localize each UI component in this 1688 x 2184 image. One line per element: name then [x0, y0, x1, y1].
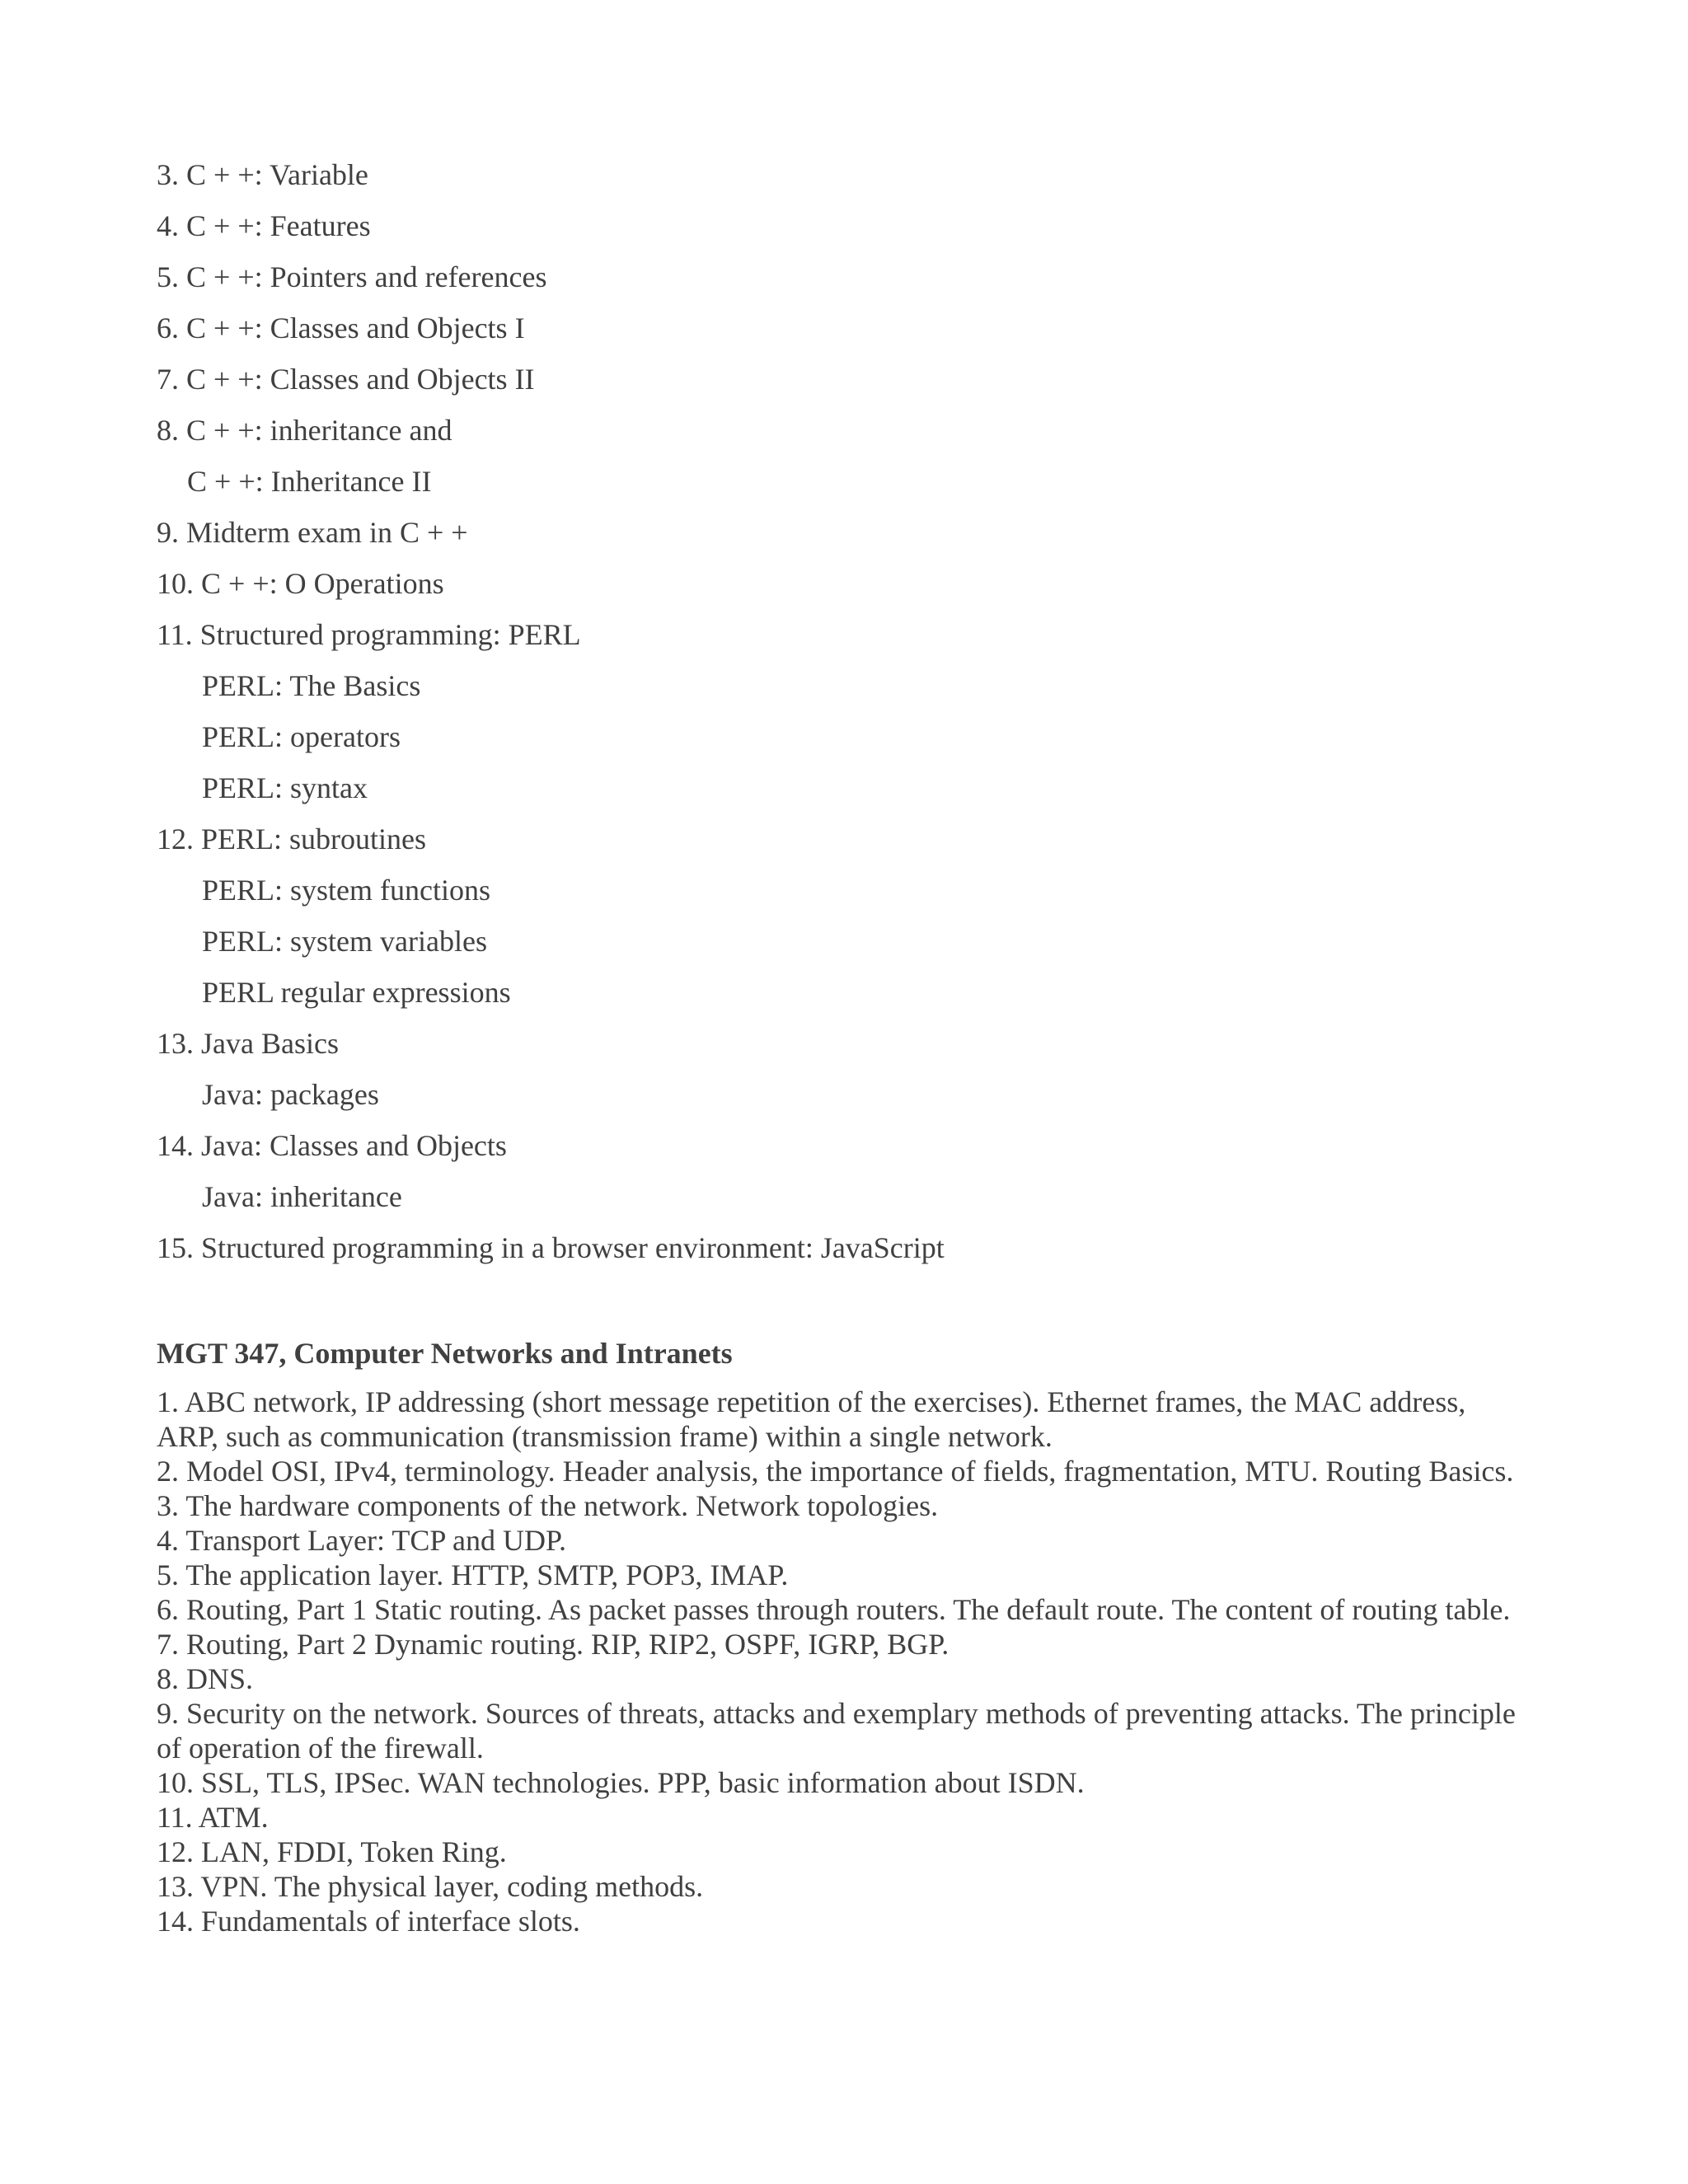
topic-item: 9. Security on the network. Sources of threats, attacks and exemplary methods of preventing attacks. The principle of operation of the firewall.: [157, 1697, 1516, 1765]
outline-item: 6. C + +: Classes and Objects I: [157, 312, 525, 344]
topic-item: 8. DNS.: [157, 1662, 254, 1695]
course-heading: MGT 347, Computer Networks and Intranets: [157, 1337, 733, 1370]
outline-item: 11. Structured programming: PERL: [157, 618, 581, 651]
topic-item: 2. Model OSI, IPv4, terminology. Header analysis, the importance of fields, fragmentation, MTU. Routing Basics.: [157, 1455, 1514, 1488]
outline-item: PERL: The Basics: [202, 669, 421, 702]
outline-item: 14. Java: Classes and Objects: [157, 1129, 507, 1162]
topic-item: 5. The application layer. HTTP, SMTP, POP3, IMAP.: [157, 1558, 789, 1591]
outline-item: 3. C + +: Variable: [157, 158, 368, 191]
outline-item: Java: inheritance: [202, 1180, 402, 1213]
outline-item: 7. C + +: Classes and Objects II: [157, 363, 535, 396]
topic-item: 4. Transport Layer: TCP and UDP.: [157, 1524, 567, 1557]
topic-item: 1. ABC network, IP addressing (short message repetition of the exercises). Ethernet frames, the MAC address, ARP, such as communication (transmission frame) within a single network.: [157, 1385, 1466, 1453]
outline-item: PERL: operators: [202, 720, 401, 753]
course-outline-list: [157, 153, 1558, 1277]
topic-item: 10. SSL, TLS, IPSec. WAN technologies. PPP, basic information about ISDN.: [157, 1766, 1085, 1799]
topic-item: 3. The hardware components of the network. Network topologies.: [157, 1489, 939, 1522]
outline-item: C + +: Inheritance II: [187, 465, 432, 498]
topic-item: 14. Fundamentals of interface slots.: [157, 1905, 580, 1938]
outline-item: PERL regular expressions: [202, 976, 511, 1009]
outline-item: 10. C + +: O Operations: [157, 567, 444, 600]
outline-item: Java: packages: [202, 1078, 379, 1111]
outline-item: 15. Structured programming in a browser environment: JavaScript: [157, 1231, 945, 1264]
outline-item: PERL: system functions: [202, 874, 490, 907]
topic-item: 6. Routing, Part 1 Static routing. As packet passes through routers. The default route. The content of routing table.: [157, 1593, 1511, 1626]
topic-item: 12. LAN, FDDI, Token Ring.: [157, 1835, 507, 1868]
outline-item: PERL: syntax: [202, 771, 368, 804]
outline-item: 13. Java Basics: [157, 1027, 339, 1060]
topic-item: 13. VPN. The physical layer, coding methods.: [157, 1870, 704, 1903]
outline-item: 5. C + +: Pointers and references: [157, 260, 547, 293]
topic-item: 11. ATM.: [157, 1801, 269, 1834]
outline-item: 4. C + +: Features: [157, 209, 371, 242]
topic-item: 7. Routing, Part 2 Dynamic routing. RIP, RIP2, OSPF, IGRP, BGP.: [157, 1628, 950, 1661]
outline-item: 8. C + +: inheritance and: [157, 414, 452, 447]
course-topics-list: [157, 1385, 1517, 1938]
outline-item: PERL: system variables: [202, 925, 487, 958]
outline-item: 9. Midterm exam in C + +: [157, 516, 468, 549]
outline-item: 12. PERL: subroutines: [157, 823, 427, 855]
